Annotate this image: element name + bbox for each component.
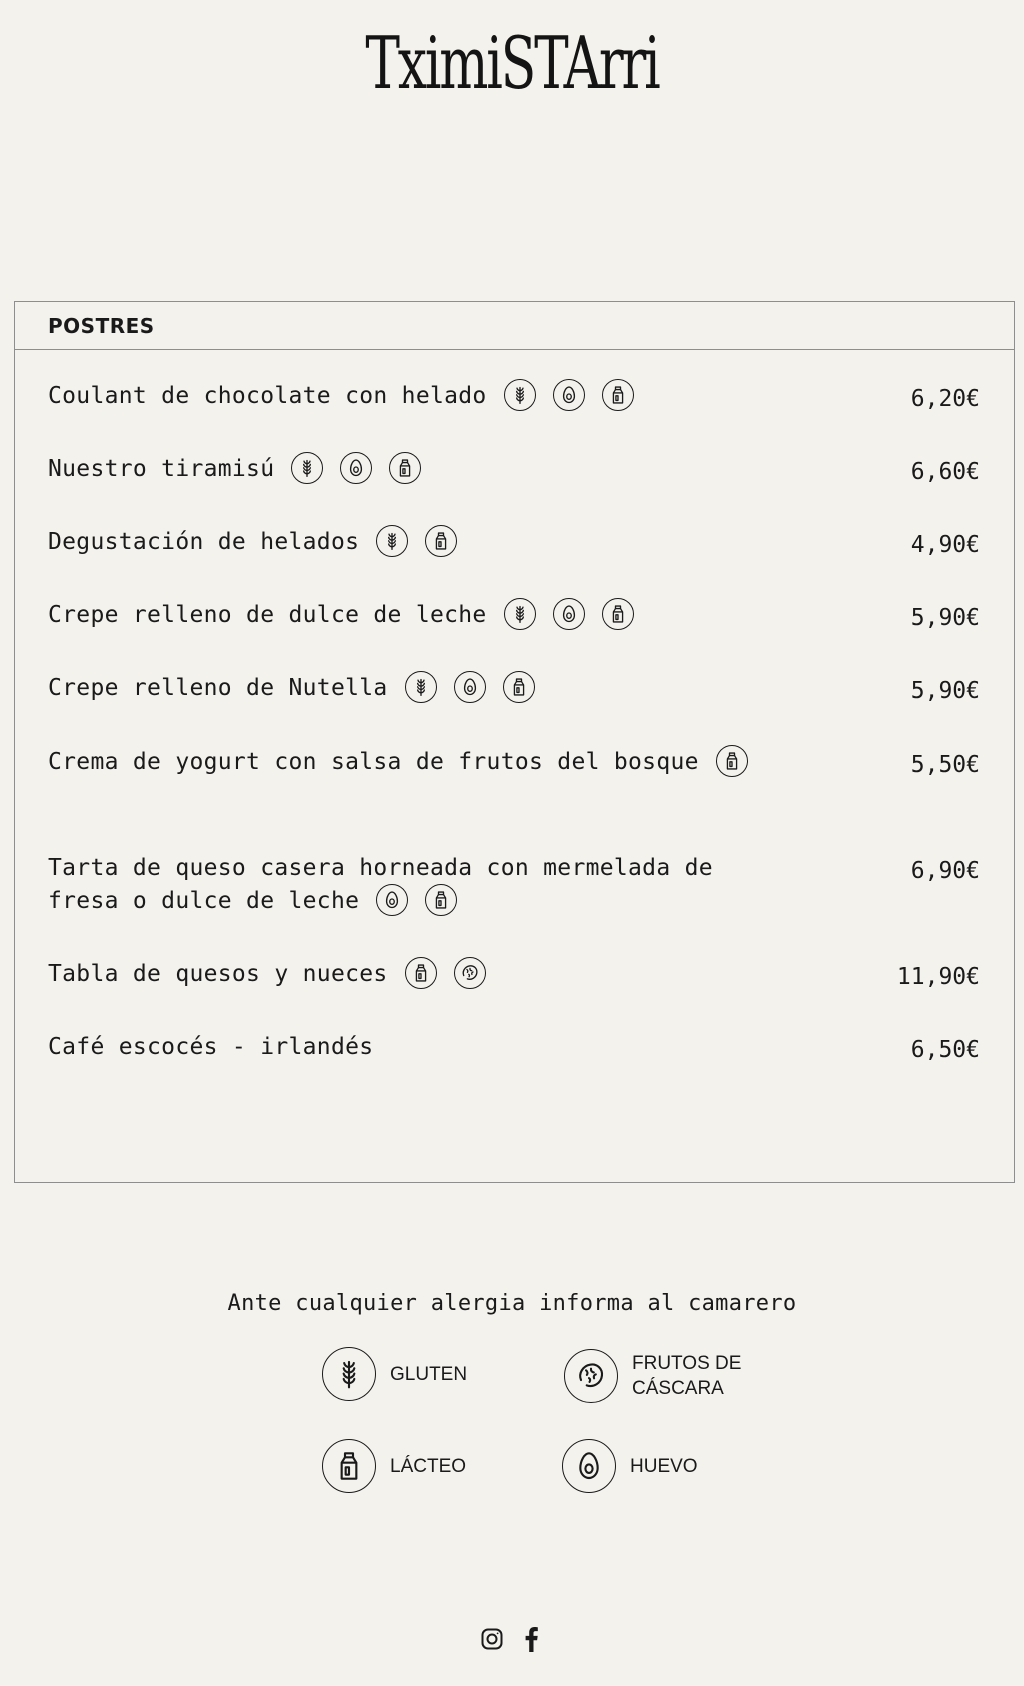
gluten-icon <box>291 452 323 484</box>
legend-label: GLUTEN <box>390 1363 468 1385</box>
dairy-icon <box>322 1439 376 1493</box>
gluten-icon <box>405 671 437 703</box>
menu-item <box>48 672 980 708</box>
gluten-icon <box>504 379 536 411</box>
item-name: Crepe relleno de Nutella <box>48 675 388 701</box>
legend-label: FRUTOS DE <box>632 1353 742 1374</box>
item-price: 6,20€ <box>910 386 980 412</box>
item-name: Tarta de queso casera horneada con mermelada de fresa o dulce de leche <box>48 855 713 914</box>
item-name: Crepe relleno de dulce de leche <box>48 602 487 628</box>
item-price: 11,90€ <box>896 964 980 990</box>
instagram-icon[interactable] <box>479 1626 505 1652</box>
item-name: Tabla de quesos y nueces <box>48 961 388 987</box>
dairy-icon <box>716 745 748 777</box>
egg-icon <box>454 671 486 703</box>
nut-icon <box>564 1349 618 1403</box>
egg-icon <box>376 884 408 916</box>
menu-item <box>48 599 980 635</box>
section-header <box>15 302 1014 350</box>
legend-gluten <box>322 1347 467 1401</box>
menu-item <box>48 453 980 489</box>
item-name: Crema de yogurt con salsa de frutos del bosque <box>48 749 699 775</box>
menu-card <box>14 301 1015 1183</box>
brand-logo: TximiSTArri <box>365 21 659 105</box>
egg-icon <box>562 1439 616 1493</box>
item-price: 6,90€ <box>910 858 980 884</box>
section-title: POSTRES <box>48 313 155 338</box>
gluten-icon <box>376 525 408 557</box>
legend-label: CÁSCARA <box>632 1378 724 1399</box>
legend-label: HUEVO <box>630 1455 698 1477</box>
dairy-icon <box>425 884 457 916</box>
item-name: Café escocés - irlandés <box>48 1034 374 1060</box>
item-price: 4,90€ <box>910 532 980 558</box>
dairy-icon <box>405 957 437 989</box>
gluten-icon <box>504 598 536 630</box>
legend-dairy <box>322 1439 466 1493</box>
nut-icon <box>454 957 486 989</box>
item-price: 5,50€ <box>910 752 980 778</box>
item-price: 6,60€ <box>910 459 980 485</box>
legend-nuts <box>564 1349 741 1403</box>
facebook-icon[interactable] <box>519 1626 545 1652</box>
menu-item <box>48 746 980 782</box>
menu-item <box>48 1031 980 1067</box>
egg-icon <box>553 598 585 630</box>
item-name: Coulant de chocolate con helado <box>48 383 487 409</box>
dairy-icon <box>389 452 421 484</box>
dairy-icon <box>425 525 457 557</box>
item-name: Nuestro tiramisú <box>48 456 275 482</box>
dairy-icon <box>602 598 634 630</box>
legend-label: LÁCTEO <box>390 1455 467 1477</box>
menu-item <box>48 526 980 562</box>
social-links <box>0 1626 1024 1652</box>
dairy-icon <box>503 671 535 703</box>
allergy-notice: Ante cualquier alergia informa al camarero <box>227 1291 797 1316</box>
item-price: 5,90€ <box>910 678 980 704</box>
menu-item <box>48 380 980 416</box>
item-price: 5,90€ <box>910 605 980 631</box>
gluten-icon <box>322 1347 376 1401</box>
egg-icon <box>553 379 585 411</box>
legend-egg <box>562 1439 698 1493</box>
menu-item <box>48 958 980 994</box>
egg-icon <box>340 452 372 484</box>
item-name: Degustación de helados <box>48 529 360 555</box>
menu-item <box>48 852 980 918</box>
dairy-icon <box>602 379 634 411</box>
item-price: 6,50€ <box>910 1037 980 1063</box>
